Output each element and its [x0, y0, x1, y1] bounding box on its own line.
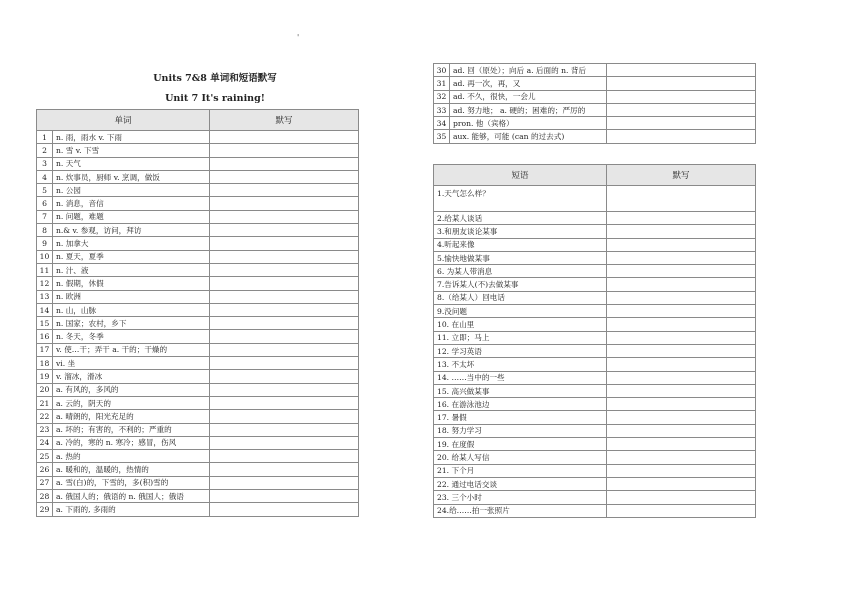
answer-cell[interactable] — [607, 291, 756, 304]
word-definition: n.& v. 参观，访问，拜访 — [53, 224, 210, 237]
table-row — [434, 278, 756, 291]
word-definition: n. 夏天，夏季 — [53, 250, 210, 263]
row-number: 29 — [37, 503, 53, 516]
answer-cell[interactable] — [210, 250, 359, 263]
answer-cell[interactable] — [210, 463, 359, 476]
word-definition: a. 坏的；有害的，不利的；严重的 — [53, 423, 210, 436]
table-row — [37, 197, 359, 210]
table-row — [37, 224, 359, 237]
answer-cell[interactable] — [607, 238, 756, 251]
answer-cell[interactable] — [210, 343, 359, 356]
table-row — [434, 212, 756, 225]
answer-cell[interactable] — [210, 157, 359, 170]
word-definition: n. 汁、液 — [53, 263, 210, 276]
row-number: 20 — [37, 383, 53, 396]
row-number: 11 — [37, 263, 53, 276]
phrase-table — [433, 164, 756, 518]
table-row — [434, 130, 756, 143]
table-row — [434, 384, 756, 397]
table-row — [434, 103, 756, 116]
answer-cell[interactable] — [607, 384, 756, 397]
answer-cell[interactable] — [210, 410, 359, 423]
answer-cell[interactable] — [210, 450, 359, 463]
row-number: 15 — [37, 317, 53, 330]
answer-cell[interactable] — [607, 265, 756, 278]
table-row — [37, 170, 359, 183]
table-row — [434, 504, 756, 517]
answer-cell[interactable] — [607, 212, 756, 225]
row-number: 26 — [37, 463, 53, 476]
table-row — [434, 291, 756, 304]
answer-cell[interactable] — [607, 438, 756, 451]
table-row — [37, 144, 359, 157]
word-definition: a. 俄国人的；俄语的 n. 俄国人；俄语 — [53, 490, 210, 503]
table-row — [37, 383, 359, 396]
row-number: 13 — [37, 290, 53, 303]
table-row — [37, 396, 359, 409]
answer-cell[interactable] — [607, 103, 756, 116]
phrase-prompt: 13. 不太坏 — [434, 358, 607, 371]
answer-cell[interactable] — [607, 186, 756, 212]
row-number: 19 — [37, 370, 53, 383]
answer-cell[interactable] — [210, 237, 359, 250]
answer-cell[interactable] — [607, 318, 756, 331]
answer-cell[interactable] — [210, 290, 359, 303]
row-number: 24 — [37, 436, 53, 449]
answer-cell[interactable] — [607, 77, 756, 90]
table-row — [434, 398, 756, 411]
row-number: 32 — [434, 90, 450, 103]
answer-cell[interactable] — [210, 490, 359, 503]
phrase-column-header: 短语 — [434, 165, 607, 186]
row-number: 23 — [37, 423, 53, 436]
phrase-prompt: 19. 在度假 — [434, 438, 607, 451]
phrase-prompt: 18. 努力学习 — [434, 424, 607, 437]
phrase-prompt: 9.没问题 — [434, 305, 607, 318]
table-row — [434, 251, 756, 264]
table-row — [37, 410, 359, 423]
answer-cell[interactable] — [210, 317, 359, 330]
table-row — [37, 210, 359, 223]
answer-cell[interactable] — [210, 170, 359, 183]
phrase-prompt: 1.天气怎么样？ — [434, 186, 607, 212]
row-number: 2 — [37, 144, 53, 157]
word-definition: n. 雪 v. 下雪 — [53, 144, 210, 157]
table-row — [37, 343, 359, 356]
word-definition: a. 冷的，寒的 n. 寒冷；感冒，伤风 — [53, 436, 210, 449]
word-definition: aux. 能够，可能 (can 的过去式) — [450, 130, 607, 143]
answer-cell[interactable] — [210, 357, 359, 370]
word-definition: ad. 努力地； a. 硬的；困难的；严厉的 — [450, 103, 607, 116]
table-row — [434, 464, 756, 477]
answer-cell[interactable] — [210, 330, 359, 343]
table-row — [434, 331, 756, 344]
phrase-prompt: 14. ……当中的一些 — [434, 371, 607, 384]
table-row — [37, 450, 359, 463]
table-row — [37, 503, 359, 516]
table-row — [434, 305, 756, 318]
phrase-prompt: 4.听起来像 — [434, 238, 607, 251]
table-row — [434, 77, 756, 90]
word-definition: n. 假期，休假 — [53, 277, 210, 290]
answer-cell[interactable] — [607, 451, 756, 464]
table-row — [37, 490, 359, 503]
answer-cell[interactable] — [607, 477, 756, 490]
phrase-prompt: 10. 在山里 — [434, 318, 607, 331]
table-row — [434, 344, 756, 357]
word-definition: a. 云的，阴天的 — [53, 396, 210, 409]
answer-cell[interactable] — [607, 398, 756, 411]
word-definition: n. 山，山脉 — [53, 303, 210, 316]
table-row — [37, 330, 359, 343]
word-definition: a. 热的 — [53, 450, 210, 463]
word-definition: ad. 不久，很快，一会儿 — [450, 90, 607, 103]
table-row — [434, 438, 756, 451]
answer-cell[interactable] — [607, 331, 756, 344]
row-number: 16 — [37, 330, 53, 343]
word-definition: n. 公园 — [53, 184, 210, 197]
table-row — [434, 358, 756, 371]
word-definition: ad. 回（原处）；向后 a. 后面的 n. 背后 — [450, 64, 607, 77]
answer-cell[interactable] — [607, 278, 756, 291]
answer-cell[interactable] — [210, 224, 359, 237]
row-number: 5 — [37, 184, 53, 197]
table-row — [434, 491, 756, 504]
answer-cell[interactable] — [607, 225, 756, 238]
answer-cell[interactable] — [607, 344, 756, 357]
phrase-table-header — [434, 165, 756, 186]
word-definition: a. 有风的，多风的 — [53, 383, 210, 396]
phrase-prompt: 23. 三个小时 — [434, 491, 607, 504]
table-row — [37, 237, 359, 250]
table-row — [434, 186, 756, 212]
row-number: 7 — [37, 210, 53, 223]
answer-cell[interactable] — [607, 305, 756, 318]
word-definition: a. 下雨的, 多雨的 — [53, 503, 210, 516]
word-table-continued — [433, 63, 756, 144]
row-number: 33 — [434, 103, 450, 116]
answer-cell[interactable] — [210, 503, 359, 516]
phrase-prompt: 6. 为某人带消息 — [434, 265, 607, 278]
table-row — [434, 451, 756, 464]
table-row — [434, 225, 756, 238]
row-number: 8 — [37, 224, 53, 237]
row-number: 34 — [434, 117, 450, 130]
table-row — [37, 157, 359, 170]
answer-cell[interactable] — [607, 130, 756, 143]
table-row — [434, 64, 756, 77]
table-row — [37, 423, 359, 436]
tick-mark: ' — [297, 33, 300, 42]
answer-cell[interactable] — [210, 277, 359, 290]
phrase-prompt: 2.给某人谈话 — [434, 212, 607, 225]
phrase-prompt: 22. 通过电话交谈 — [434, 477, 607, 490]
row-number: 35 — [434, 130, 450, 143]
phrase-write-column-header: 默写 — [607, 165, 756, 186]
table-row — [37, 290, 359, 303]
row-number: 14 — [37, 303, 53, 316]
answer-cell[interactable] — [607, 251, 756, 264]
row-number: 1 — [37, 131, 53, 144]
phrase-prompt: 16. 在游泳池边 — [434, 398, 607, 411]
row-number: 10 — [37, 250, 53, 263]
answer-cell[interactable] — [607, 424, 756, 437]
row-number: 31 — [434, 77, 450, 90]
word-definition: pron. 他（宾格） — [450, 117, 607, 130]
answer-cell[interactable] — [607, 491, 756, 504]
word-definition: n. 炊事员，厨师 v. 烹调，做饭 — [53, 170, 210, 183]
word-definition: n. 国家；农村，乡下 — [53, 317, 210, 330]
phrase-prompt: 17. 暑假 — [434, 411, 607, 424]
phrase-prompt: 8.（给某人）回电话 — [434, 291, 607, 304]
table-row — [434, 411, 756, 424]
table-row — [37, 370, 359, 383]
answer-cell[interactable] — [607, 464, 756, 477]
table-row — [37, 317, 359, 330]
table-row — [37, 263, 359, 276]
phrase-prompt: 12. 学习英语 — [434, 344, 607, 357]
word-definition: v. 溜冰，滑冰 — [53, 370, 210, 383]
table-row — [37, 303, 359, 316]
table-row — [37, 184, 359, 197]
phrase-prompt: 21. 下个月 — [434, 464, 607, 477]
table-row — [37, 250, 359, 263]
word-definition: n. 天气 — [53, 157, 210, 170]
answer-cell[interactable] — [607, 90, 756, 103]
word-definition: v. 使…干；弄干 a. 干的；干燥的 — [53, 343, 210, 356]
phrase-prompt: 5.愉快地做某事 — [434, 251, 607, 264]
table-row — [37, 463, 359, 476]
word-table — [36, 109, 359, 517]
table-row — [37, 131, 359, 144]
answer-cell[interactable] — [210, 436, 359, 449]
phrase-prompt: 11. 立即；马上 — [434, 331, 607, 344]
answer-cell[interactable] — [607, 411, 756, 424]
table-row — [434, 265, 756, 278]
answer-cell[interactable] — [607, 117, 756, 130]
answer-cell[interactable] — [210, 370, 359, 383]
phrase-prompt: 15. 高兴做某事 — [434, 384, 607, 397]
word-definition: a. 暖和的，温暖的，热情的 — [53, 463, 210, 476]
table-row — [434, 318, 756, 331]
table-row — [37, 277, 359, 290]
row-number: 18 — [37, 357, 53, 370]
row-number: 21 — [37, 396, 53, 409]
answer-cell[interactable] — [210, 476, 359, 489]
table-row — [37, 436, 359, 449]
row-number: 12 — [37, 277, 53, 290]
word-definition: n. 欧洲 — [53, 290, 210, 303]
word-definition: n. 加拿大 — [53, 237, 210, 250]
answer-cell[interactable] — [210, 383, 359, 396]
word-definition: n. 冬天，冬季 — [53, 330, 210, 343]
table-row — [434, 90, 756, 103]
table-row — [434, 424, 756, 437]
unit-title: Unit 7 It's raining! — [165, 93, 265, 104]
answer-cell[interactable] — [607, 64, 756, 77]
word-definition: n. 雨，雨水 v. 下雨 — [53, 131, 210, 144]
word-definition: ad. 再一次，再，又 — [450, 77, 607, 90]
table-row — [434, 238, 756, 251]
answer-cell[interactable] — [210, 263, 359, 276]
answer-cell[interactable] — [607, 371, 756, 384]
row-number: 17 — [37, 343, 53, 356]
answer-cell[interactable] — [210, 184, 359, 197]
word-definition: n. 问题，难题 — [53, 210, 210, 223]
table-row — [37, 476, 359, 489]
answer-cell[interactable] — [210, 303, 359, 316]
answer-cell[interactable] — [210, 197, 359, 210]
answer-cell[interactable] — [210, 131, 359, 144]
word-definition: vi. 坐 — [53, 357, 210, 370]
row-number: 30 — [434, 64, 450, 77]
word-definition: a. 雪(白)的，下雪的，多(积)雪的 — [53, 476, 210, 489]
row-number: 27 — [37, 476, 53, 489]
table-row — [434, 477, 756, 490]
row-number: 3 — [37, 157, 53, 170]
row-number: 22 — [37, 410, 53, 423]
answer-cell[interactable] — [210, 210, 359, 223]
worksheet-title: Units 7&8 单词和短语默写 — [153, 73, 277, 84]
word-definition: a. 晴朗的，阳光充足的 — [53, 410, 210, 423]
row-number: 9 — [37, 237, 53, 250]
table-row — [434, 117, 756, 130]
row-number: 6 — [37, 197, 53, 210]
write-column-header: 默写 — [210, 110, 359, 131]
answer-cell[interactable] — [607, 504, 756, 517]
phrase-prompt: 24.给……拍一张照片 — [434, 504, 607, 517]
phrase-prompt: 7.告诉某人(不)去做某事 — [434, 278, 607, 291]
table-row — [434, 371, 756, 384]
word-definition: n. 消息，音信 — [53, 197, 210, 210]
row-number: 28 — [37, 490, 53, 503]
word-table-header — [37, 110, 359, 131]
phrase-prompt: 3.和朋友谈论某事 — [434, 225, 607, 238]
phrase-prompt: 20. 给某人写信 — [434, 451, 607, 464]
table-row — [37, 357, 359, 370]
row-number: 25 — [37, 450, 53, 463]
answer-cell[interactable] — [210, 144, 359, 157]
answer-cell[interactable] — [210, 423, 359, 436]
word-column-header: 单词 — [37, 110, 210, 131]
answer-cell[interactable] — [210, 396, 359, 409]
answer-cell[interactable] — [607, 358, 756, 371]
row-number: 4 — [37, 170, 53, 183]
